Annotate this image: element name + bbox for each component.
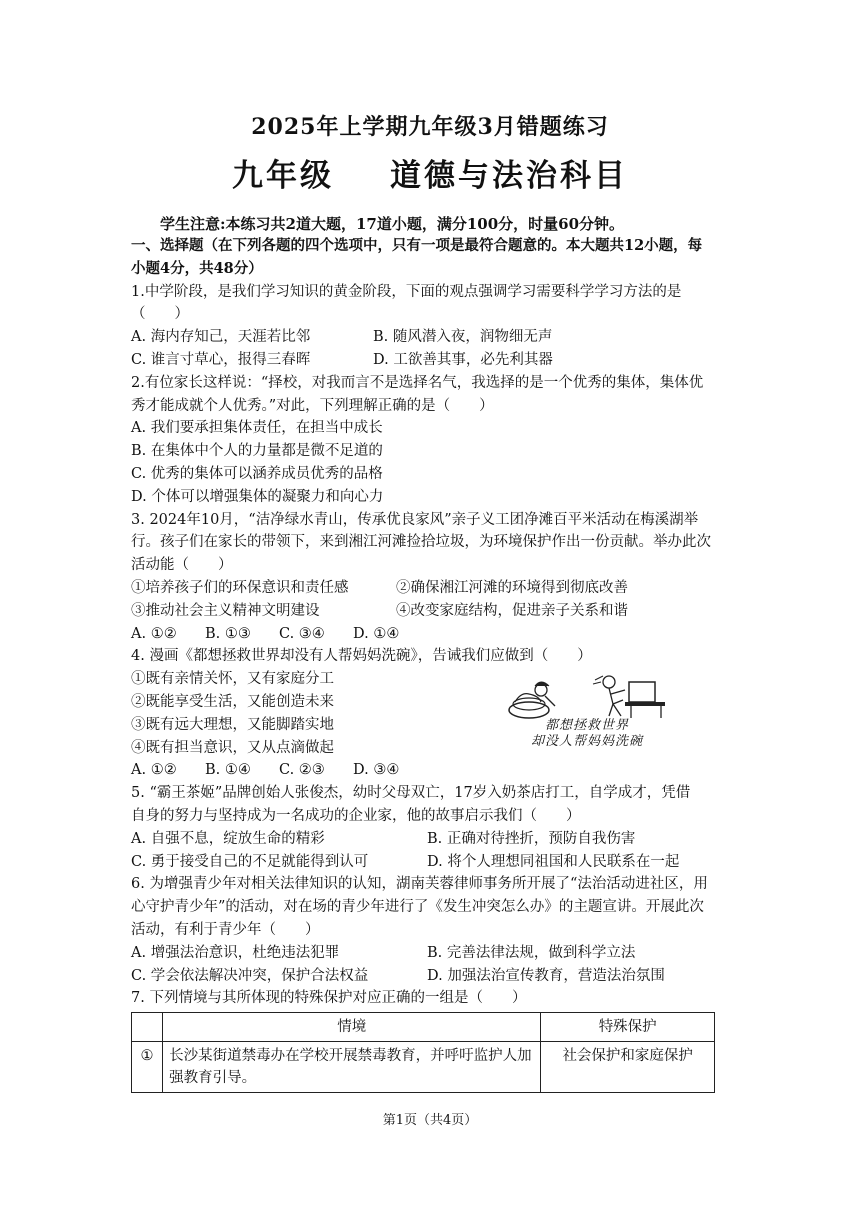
question-7-stem: 7. 下列情境与其所体现的特殊保护对应正确的一组是（ ） [131, 990, 527, 1007]
item-1: ①既有亲情关怀，又有家庭分工 [131, 671, 334, 688]
item-2: ②确保湘江河滩的环境得到彻底改善 [396, 579, 628, 596]
question-3-stem-cont: 行。孩子们在家长的带领下，来到湘江河滩捡拾垃圾，为环境保护作出一份贡献。举办此次 [131, 534, 711, 551]
question-6-stem: 6. 为增强青少年对相关法律知识的认知，湖南芙蓉律师事务所开展了“法治活动进社区，用 [131, 876, 708, 893]
option-d: D. 工欲善其事，必先利其器 [373, 351, 553, 368]
table-cell-num: ① [132, 1042, 163, 1093]
cartoon-caption [507, 718, 667, 750]
option-a: A. 自强不息，绽放生命的精彩 [131, 830, 325, 847]
table-cell-situation: 长沙某街道禁毒办在学校开展禁毒教育，并呼吁监护人加强教育引导。 [163, 1042, 541, 1093]
question-6-stem-cont2: 活动，有利于青少年（ ） [131, 921, 320, 938]
question-1-options-row1 [131, 326, 737, 349]
question-5-options-row2 [131, 851, 737, 874]
table-header-cell: 特殊保护 [541, 1013, 715, 1042]
table-row [132, 1042, 715, 1093]
option-a: A. 我们要承担集体责任，在担当中成长 [131, 420, 383, 437]
item-4: ④既有担当意识，又从点滴做起 [131, 739, 334, 756]
exam-subtitle [0, 150, 860, 195]
question-1-options-row2 [131, 349, 737, 372]
option-b: B. ①③ [205, 625, 251, 642]
section-heading: 一、选择题（在下列各题的四个选项中，只有一项是最符合题意的。本大题共12小题，每 [131, 237, 703, 254]
question-6-options-row2 [131, 965, 737, 988]
page-footer: 第1页（共4页） [382, 1113, 478, 1128]
option-c: C. 优秀的集体可以涵养成员优秀的品格 [131, 465, 383, 482]
option-a: A. 增强法治意识，杜绝违法犯罪 [131, 944, 340, 961]
question-3-options [131, 623, 737, 646]
option-c: C. 勇于接受自己的不足就能得到认可 [131, 853, 369, 870]
student-notice: 学生注意:本练习共2道大题，17道小题，满分100分，时量60分钟。 [160, 215, 625, 233]
question-3-items-row1 [131, 577, 737, 600]
table-header-cell: 情境 [163, 1013, 541, 1042]
question-7-table [131, 1012, 715, 1093]
question-2-stem: 2.有位家长这样说：“择校，对我而言不是选择名气，我选择的是一个优秀的集体，集体优 [131, 374, 704, 391]
grade-label: 九年级 [232, 158, 334, 194]
question-6-options-row1 [131, 942, 737, 965]
option-b: B. 正确对待挫折，预防自我伤害 [427, 830, 636, 847]
option-c: C. ②③ [279, 762, 325, 779]
exam-body [131, 235, 737, 1093]
option-b: B. 随风潜入夜，润物细无声 [373, 329, 553, 346]
option-c: C. 学会依法解决冲突，保护合法权益 [131, 967, 369, 984]
option-d: D. 加强法治宣传教育，营造法治氛围 [427, 967, 665, 984]
question-4-stem: 4. 漫画《都想拯救世界却没有人帮妈妈洗碗》，告诫我们应做到（ ） [131, 648, 592, 665]
option-b: B. 完善法律法规，做到科学立法 [427, 944, 636, 961]
question-5-stem: 5. “霸王茶姬”品牌创始人张俊杰，幼时父母双亡，17岁入奶茶店打工，自学成才，凭借 [131, 785, 691, 802]
subject-label: 道德与法治科目 [390, 158, 628, 194]
question-2-stem-cont: 秀才能成就个人优秀。”对此，下列理解正确的是（ ） [131, 397, 494, 414]
question-3-stem-cont2: 活动能（ ） [131, 557, 233, 574]
table-cell-protection: 社会保护和家庭保护 [541, 1042, 715, 1093]
question-4-block [131, 668, 737, 782]
question-1-stem: 1.中学阶段，是我们学习知识的黄金阶段，下面的观点强调学习需要科学学习方法的是 [131, 283, 682, 300]
question-5-stem-cont: 自身的努力与坚持成为一名成功的企业家，他的故事启示我们（ ） [131, 807, 581, 824]
item-4: ④改变家庭结构，促进亲子关系和谐 [396, 602, 628, 619]
cartoon-caption-line2: 却没人帮妈妈洗碗 [530, 734, 643, 750]
item-3: ③推动社会主义精神文明建设 [131, 602, 320, 619]
item-1: ①培养孩子们的环保意识和责任感 [131, 579, 349, 596]
cartoon-caption-line1: 都想拯救世界 [544, 718, 629, 734]
option-d: D. 个体可以增强集体的凝聚力和向心力 [131, 488, 384, 505]
question-3-items-row2 [131, 600, 737, 623]
option-a: A. ①② [131, 625, 177, 642]
table-header-cell [132, 1013, 163, 1042]
option-d: D. 将个人理想同祖国和人民联系在一起 [427, 853, 680, 870]
question-5-options-row1 [131, 828, 737, 851]
section-heading-cont: 小题4分，共48分） [131, 259, 263, 277]
option-d: D. ①④ [353, 625, 400, 642]
option-d: D. ③④ [353, 762, 400, 779]
table-header-row [132, 1013, 715, 1042]
question-1-stem-cont: （ ） [131, 306, 189, 323]
exam-title: 2025年上学期九年级3月错题练习 [251, 114, 609, 140]
option-a: A. 海内存知己，天涯若比邻 [131, 329, 311, 346]
option-b: B. 在集体中个人的力量都是微不足道的 [131, 443, 383, 460]
option-c: C. 谁言寸草心，报得三春晖 [131, 351, 311, 368]
option-a: A. ①② [131, 762, 177, 779]
item-2: ②既能享受生活，又能创造未来 [131, 693, 334, 710]
question-3-stem: 3. 2024年10月，“洁净绿水青山，传承优良家风”亲子义工团净滩百平米活动在梅溪湖举 [131, 511, 699, 528]
option-c: C. ③④ [279, 625, 325, 642]
option-b: B. ①④ [205, 762, 251, 779]
question-6-stem-cont: 心守护青少年”的活动，对在场的青少年进行了《发生冲突怎么办》的主题宣讲。开展此次 [131, 899, 704, 916]
item-3: ③既有远大理想，又能脚踏实地 [131, 716, 334, 733]
